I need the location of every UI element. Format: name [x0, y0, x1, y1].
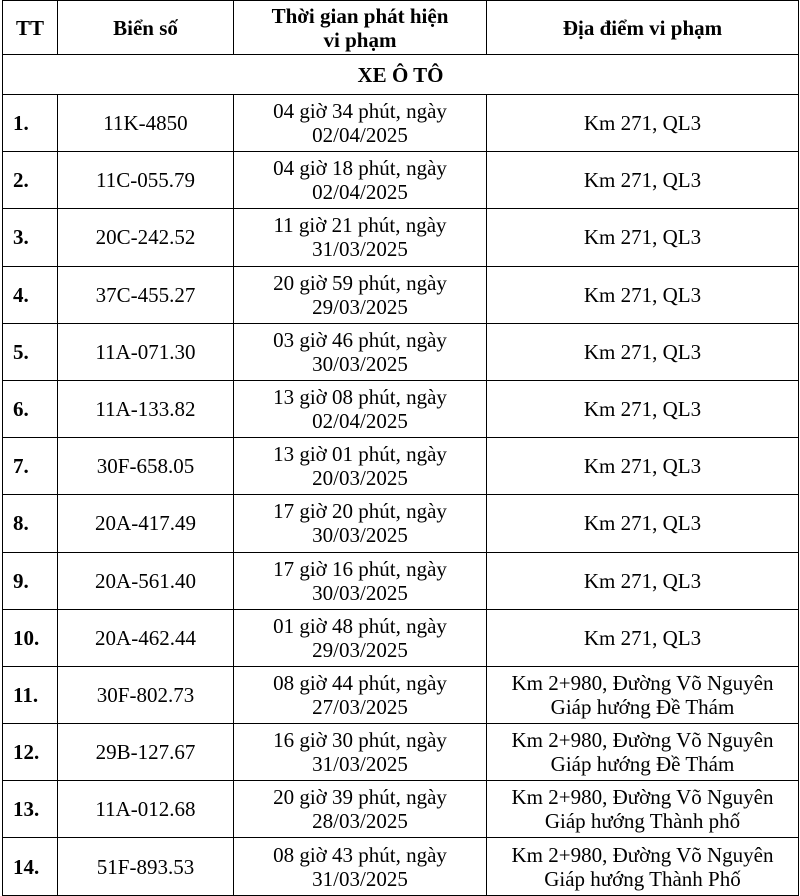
violation-time-line1: 03 giờ 46 phút, ngày [273, 327, 447, 352]
violation-location [487, 666, 799, 723]
violation-time-line1: 08 giờ 43 phút, ngày [273, 842, 447, 867]
violation-location [487, 724, 799, 781]
violation-time-line1: 20 giờ 39 phút, ngày [273, 785, 447, 810]
table-row [3, 609, 799, 666]
violation-time-line2: 30/03/2025 [312, 351, 408, 376]
violation-location-line1: Km 271, QL3 [583, 282, 702, 307]
violation-location [487, 152, 799, 209]
violation-location-line1: Km 271, QL3 [583, 168, 702, 193]
violation-location-line2: Giáp hướng Đề Thám [550, 752, 735, 777]
license-plate: 20C-242.52 [58, 209, 234, 266]
row-number: 1. [3, 95, 58, 152]
violation-time [234, 781, 487, 838]
violation-time-line2: 30/03/2025 [312, 523, 408, 548]
violation-time-line1: 04 giờ 34 phút, ngày [273, 99, 447, 124]
violation-time-line2: 31/03/2025 [312, 752, 408, 777]
violation-location-line1: Km 271, QL3 [583, 397, 702, 422]
violation-time-line2: 29/03/2025 [312, 294, 408, 319]
violation-location-line2: Giáp hướng Thành phố [544, 809, 741, 834]
violation-time-line2: 31/03/2025 [312, 237, 408, 262]
violation-location-line1: Km 2+980, Đường Võ Nguyên [511, 842, 774, 867]
violation-time-line1: 20 giờ 59 phút, ngày [273, 270, 447, 295]
violation-time-line1: 13 giờ 01 phút, ngày [273, 442, 447, 467]
table-row [3, 838, 799, 895]
violation-location [487, 209, 799, 266]
row-number: 4. [3, 266, 58, 323]
table-row [3, 323, 799, 380]
table-row [3, 380, 799, 437]
violation-time [234, 609, 487, 666]
license-plate: 30F-658.05 [58, 438, 234, 495]
violation-time-line1: 11 giờ 21 phút, ngày [273, 213, 447, 238]
violation-time-line2: 27/03/2025 [312, 694, 408, 719]
header-row [3, 1, 799, 55]
row-number: 7. [3, 438, 58, 495]
table-row [3, 209, 799, 266]
violation-location [487, 323, 799, 380]
violation-location [487, 838, 799, 895]
violation-time [234, 666, 487, 723]
license-plate: 11A-133.82 [58, 380, 234, 437]
violation-time [234, 838, 487, 895]
violation-time-line2: 02/04/2025 [312, 180, 408, 205]
violation-time [234, 438, 487, 495]
violation-location-line1: Km 271, QL3 [583, 511, 702, 536]
row-number: 10. [3, 609, 58, 666]
violation-time-line2: 28/03/2025 [312, 809, 408, 834]
violation-time-line1: 17 giờ 16 phút, ngày [273, 556, 447, 581]
header-time [234, 1, 487, 55]
violation-time [234, 152, 487, 209]
violation-time [234, 266, 487, 323]
section-title: XE Ô TÔ [3, 55, 799, 95]
violation-location-line1: Km 271, QL3 [583, 225, 702, 250]
row-number: 5. [3, 323, 58, 380]
violation-location [487, 438, 799, 495]
license-plate: 30F-802.73 [58, 666, 234, 723]
violation-location-line1: Km 271, QL3 [583, 111, 702, 136]
table-row [3, 438, 799, 495]
header-tt: TT [3, 1, 58, 55]
violation-location [487, 495, 799, 552]
license-plate: 11C-055.79 [58, 152, 234, 209]
license-plate: 29B-127.67 [58, 724, 234, 781]
violation-time [234, 552, 487, 609]
violation-location [487, 552, 799, 609]
row-number: 13. [3, 781, 58, 838]
violation-time-line1: 13 giờ 08 phút, ngày [273, 385, 447, 410]
violation-time-line1: 17 giờ 20 phút, ngày [273, 499, 447, 524]
table-row [3, 95, 799, 152]
violation-time [234, 724, 487, 781]
header-time-line2: vi phạm [323, 27, 397, 52]
violation-time-line2: 31/03/2025 [312, 866, 408, 891]
violation-time-line2: 02/04/2025 [312, 123, 408, 148]
violation-location [487, 95, 799, 152]
license-plate: 11K-4850 [58, 95, 234, 152]
license-plate: 20A-561.40 [58, 552, 234, 609]
license-plate: 11A-071.30 [58, 323, 234, 380]
violation-time-line1: 01 giờ 48 phút, ngày [273, 613, 447, 638]
row-number: 2. [3, 152, 58, 209]
license-plate: 51F-893.53 [58, 838, 234, 895]
violation-time-line2: 30/03/2025 [312, 580, 408, 605]
violation-location-line2: Giáp hướng Thành Phố [544, 866, 741, 891]
table-row [3, 781, 799, 838]
violation-time [234, 495, 487, 552]
violation-location [487, 609, 799, 666]
violation-location-line1: Km 2+980, Đường Võ Nguyên [511, 785, 774, 810]
violation-time [234, 323, 487, 380]
violation-location-line1: Km 271, QL3 [583, 454, 702, 479]
license-plate: 37C-455.27 [58, 266, 234, 323]
violation-time-line2: 02/04/2025 [312, 409, 408, 434]
table-row [3, 666, 799, 723]
header-plate: Biển số [58, 1, 234, 55]
violation-time-line2: 29/03/2025 [312, 637, 408, 662]
violation-time-line1: 08 giờ 44 phút, ngày [273, 670, 447, 695]
violation-location-line1: Km 271, QL3 [583, 339, 702, 364]
violation-time-line1: 04 giờ 18 phút, ngày [273, 156, 447, 181]
table-row [3, 495, 799, 552]
license-plate: 20A-462.44 [58, 609, 234, 666]
row-number: 14. [3, 838, 58, 895]
violation-location-line1: Km 271, QL3 [583, 568, 702, 593]
table-row [3, 724, 799, 781]
row-number: 12. [3, 724, 58, 781]
violation-time-line1: 16 giờ 30 phút, ngày [273, 728, 447, 753]
table-row [3, 552, 799, 609]
license-plate: 20A-417.49 [58, 495, 234, 552]
table-row [3, 152, 799, 209]
table-row [3, 266, 799, 323]
violation-time-line2: 20/03/2025 [312, 466, 408, 491]
row-number: 8. [3, 495, 58, 552]
violation-time [234, 209, 487, 266]
header-location: Địa điểm vi phạm [487, 1, 799, 55]
violation-location-line1: Km 2+980, Đường Võ Nguyên [511, 728, 774, 753]
row-number: 9. [3, 552, 58, 609]
row-number: 3. [3, 209, 58, 266]
violation-time [234, 380, 487, 437]
row-number: 11. [3, 666, 58, 723]
violation-location [487, 266, 799, 323]
violation-time [234, 95, 487, 152]
violation-location [487, 781, 799, 838]
row-number: 6. [3, 380, 58, 437]
license-plate: 11A-012.68 [58, 781, 234, 838]
section-row [3, 55, 799, 95]
header-time-line1: Thời gian phát hiện [271, 3, 449, 28]
violation-location [487, 380, 799, 437]
violation-location-line1: Km 271, QL3 [583, 625, 702, 650]
violation-location-line1: Km 2+980, Đường Võ Nguyên [511, 670, 774, 695]
violations-table [2, 0, 799, 896]
violation-location-line2: Giáp hướng Đề Thám [550, 694, 735, 719]
